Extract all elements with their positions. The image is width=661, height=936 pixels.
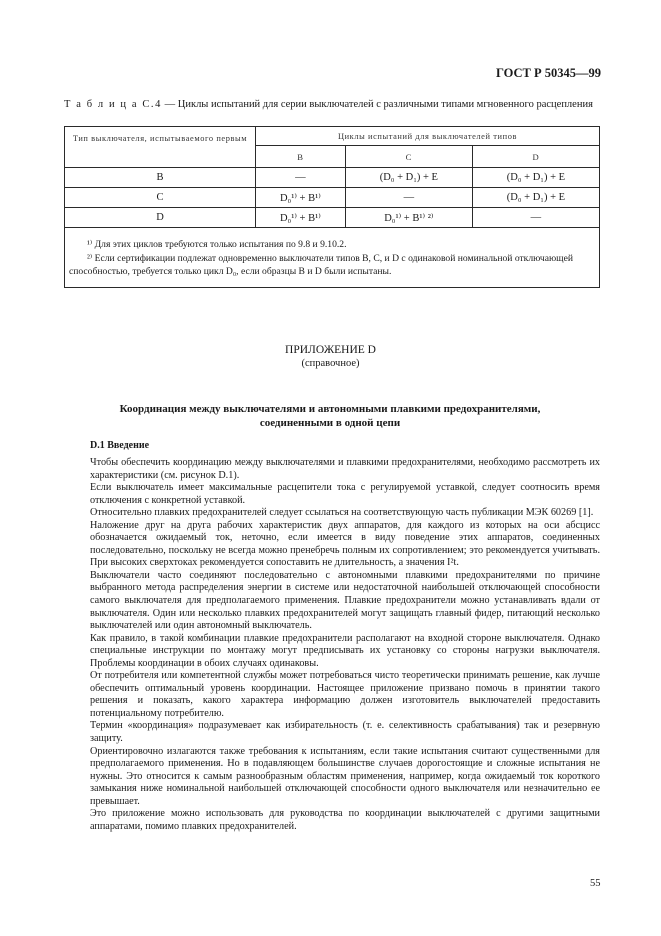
col-header-first-tested: Тип выключателя, испытываемого первым: [65, 127, 256, 168]
paragraph: Наложение друг на друга рабочих характеристик двух аппаратов, для каждого из которых на оси абсцисс обозначается ожидаемый ток, неточно, если имеется в виду поведение этих аппаратов, соединенных последовательно, поскольку не всегда можно пренебречь полным их сопротивлением; это рекомендуется учитывать. При высоких сверхтоках рекомендуется сопоставить не длительность, а значения I²t.: [90, 519, 600, 569]
table-cell: —: [472, 208, 599, 228]
table-caption-text: — Циклы испытаний для серии выключателей с различными типами мгновенного расцепления: [162, 99, 593, 110]
table-caption-prefix: Т а б л и ц а С.4: [64, 99, 163, 110]
table-caption: [64, 98, 600, 112]
col-header-type-b: B: [256, 146, 346, 168]
paragraph: От потребителя или компетентной службы может потребоваться чисто теоретически принимать решение, как лучше обеспечить оптимальный уровень координации. Настоящее приложение призвано помочь в принятии такого решения и показать, какого характера информацию должен изготовитель выключателей предоставить потенциальному потребителю.: [90, 670, 600, 719]
paragraph: Как правило, в такой комбинации плавкие предохранители располагают на входной стороне выключателя. Однако специальные инструкции по монтажу могут предписывать их установку со стороны нагрузки выключателя. Проблемы координации в обоих случаях одинаковы.: [90, 632, 600, 669]
row-type-label: B: [65, 168, 256, 188]
paragraph: Это приложение можно использовать для руководства по координации выключателей с другими защитными аппаратами, помимо плавких предохранителей.: [90, 808, 600, 832]
footnote-2: ²⁾ Если сертификации подлежат одновременно выключатели типов B, C, и D с одинаковой номинальной отключающей способностью, требуется только цикл D₀, если образцы B и D были испытаны.: [69, 252, 573, 277]
appendix-subtitle: (справочное): [301, 358, 360, 369]
footnote-1: ¹⁾ Для этих циклов требуются только испытания по 9.8 и 9.10.2.: [87, 239, 347, 250]
table-row: [65, 168, 600, 188]
table-cell: (D₀ + D₁) + E: [472, 188, 599, 208]
paragraph: Ориентировочно излагаются также требования к испытаниям, если такие испытания считают существенными для предполагаемого применения. Но в подавляющем большинстве случаев дорогостоящие и сложные испытания не нужны. Это относится к самым разнообразным областям применения, например, когда ожидаемый ток короткого замыкания ниже номинальной наибольшей отключающей способности одного выключателя или незначительно ее превышает.: [90, 745, 600, 807]
appendix-heading-line-1: Координация между выключателями и автономными плавкими предохранителями,: [119, 403, 541, 415]
table-footnotes: [64, 228, 600, 288]
appendix-heading: [80, 402, 580, 430]
section-heading: D.1 Введение: [90, 440, 150, 451]
appendix-heading-line-2: соединенными в одной цепи: [259, 417, 401, 429]
paragraph: Выключатели часто соединяют последовательно с автономными плавкими предохранителями по причине выбранного метода распределения энергии в системе или недостаточной наибольшей отключающей способности самого выключателя для предполагаемого применения. Плавкие предохранители можно устанавливать вдали от выключателя. Один или несколько плавких предохранителей могут защищать главный фидер, питающий несколько выключателей или один автономный выключатель.: [90, 569, 600, 632]
col-header-cycles: Циклы испытаний для выключателей типов: [256, 127, 600, 146]
table-cell: (D₀ + D₁) + E: [472, 168, 599, 188]
document-header: ГОСТ Р 50345—99: [495, 66, 601, 80]
paragraph: Термин «координация» подразумевает как избирательность (т. е. селективность срабатывания) так и резервную защиту.: [90, 720, 600, 745]
body-text: [90, 457, 600, 833]
col-header-type-c: C: [345, 146, 472, 168]
table-cell: —: [345, 188, 472, 208]
table-cell: D₀¹⁾ + B¹⁾: [256, 188, 346, 208]
row-type-label: C: [65, 188, 256, 208]
table-row: [65, 188, 600, 208]
row-type-label: D: [65, 208, 256, 228]
table-row: [65, 208, 600, 228]
table-cell: —: [256, 168, 346, 188]
paragraph: Если выключатель имеет максимальные расцепители тока с регулируемой уставкой, следует соотносить время отключения с конкретной уставкой.: [90, 482, 600, 506]
paragraph: Относительно плавких предохранителей следует ссылаться на соответствующую часть публикации МЭК 60269 [1].: [90, 507, 594, 519]
table-cell: (D₀ + D₁) + E: [345, 168, 472, 188]
test-cycles-table: [64, 126, 600, 288]
appendix-title: ПРИЛОЖЕНИЕ D: [285, 344, 376, 356]
col-header-type-d: D: [472, 146, 599, 168]
table-cell: D₀¹⁾ + B¹⁾ ²⁾: [345, 208, 472, 228]
table-cell: D₀¹⁾ + B¹⁾: [256, 208, 346, 228]
paragraph: Чтобы обеспечить координацию между выключателями и плавкими предохранителями, необходимо рассмотреть их характеристики (см. рисунок D.1).: [90, 457, 600, 481]
page-number: 55: [590, 878, 601, 889]
